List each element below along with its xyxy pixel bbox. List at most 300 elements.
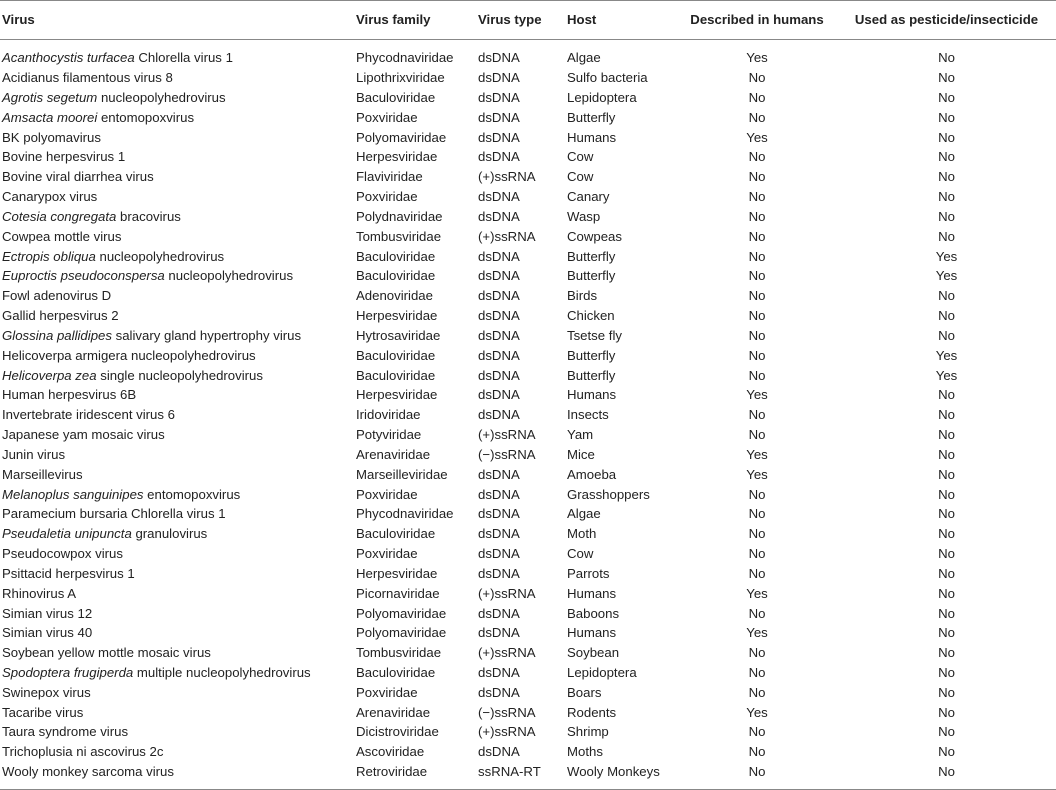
cell-virus-type: dsDNA [478,684,520,700]
virus-name-text: bracovirus [116,208,181,224]
table-row [0,544,1056,564]
cell-used-as-pesticide: No [938,446,955,462]
table-row [0,484,1056,504]
cell-used-as-pesticide: No [938,526,955,542]
cell-virus-family: Flaviviridae [356,169,423,185]
cell-virus-type: dsDNA [478,149,520,165]
cell-described-in-humans: No [748,327,766,343]
cell-used-as-pesticide: Yes [935,248,958,264]
virus-name-text: Canarypox virus [2,189,98,205]
table-row [0,365,1056,385]
cell-virus [0,88,356,108]
cell-described-in-humans: No [748,486,766,502]
virus-name-text: Helicoverpa armigera nucleopolyhedrovirus [2,347,256,363]
cell-virus [0,345,356,365]
virus-name-text: Junin virus [2,446,66,462]
table-row [0,286,1056,306]
virus-name-text: nucleopolyhedrovirus [97,89,226,105]
cell-virus [0,226,356,246]
table-row [0,663,1056,683]
cell-virus-family: Adenoviridae [356,288,433,304]
header-virus-family: Virus family [356,1,478,40]
cell-virus-type: dsDNA [478,407,520,423]
cell-virus-family: Herpesviridae [356,149,438,165]
cell-virus [0,683,356,703]
cell-virus [0,246,356,266]
cell-virus-family: Phycodnaviridae [356,50,454,66]
cell-described-in-humans: No [748,89,766,105]
virus-name-text: BK polyomavirus [2,129,101,145]
virus-name-text: Paramecium bursaria Chlorella virus 1 [2,506,226,522]
virus-name-text: Simian virus 12 [2,605,93,621]
virus-name-text: entomopoxvirus [97,109,195,125]
cell-used-as-pesticide: No [938,129,955,145]
cell-described-in-humans: Yes [746,466,768,482]
cell-used-as-pesticide: No [938,684,955,700]
cell-virus-family: Tombusviridae [356,645,442,661]
table-row [0,702,1056,722]
virus-name-text: granulovirus [131,526,208,542]
cell-described-in-humans: No [748,308,766,324]
cell-virus-family: Arenaviridae [356,446,431,462]
cell-virus [0,68,356,88]
cell-described-in-humans: No [748,288,766,304]
virus-name-text: Japanese yam mosaic virus [2,427,165,443]
table-row [0,107,1056,127]
cell-described-in-humans: No [748,546,766,562]
cell-virus [0,702,356,722]
cell-used-as-pesticide: No [938,70,955,86]
cell-used-as-pesticide: No [938,189,955,205]
table-row [0,445,1056,465]
virus-name-text: Tacaribe virus [2,704,84,720]
virus-name-text: multiple nucleopolyhedrovirus [133,664,311,680]
table-row [0,68,1056,88]
virus-name-text: Soybean yellow mottle mosaic virus [2,645,211,661]
cell-virus-type: dsDNA [478,327,520,343]
cell-virus-type: ssRNA-RT [478,762,567,789]
cell-virus [0,603,356,623]
cell-virus-family: Poxviridae [356,189,418,205]
cell-virus [0,306,356,326]
cell-virus [0,762,356,789]
cell-virus [0,643,356,663]
cell-host: Soybean [567,645,620,661]
cell-virus-type: dsDNA [478,109,520,125]
virus-name-text: Bovine herpesvirus 1 [2,149,126,165]
cell-host: Moth [567,526,597,542]
table-row [0,643,1056,663]
cell-used-as-pesticide: No [938,327,955,343]
cell-virus [0,524,356,544]
cell-virus-family: Herpesviridae [356,308,438,324]
cell-virus-family: Dicistroviridae [356,724,439,740]
cell-virus-family: Potyviridae [356,427,422,443]
cell-host: Humans [567,585,617,601]
cell-virus-type: (+)ssRNA [478,724,536,740]
cell-host: Humans [567,387,617,403]
cell-described-in-humans: Yes [746,704,768,720]
cell-virus [0,425,356,445]
cell-virus-family: Poxviridae [356,109,418,125]
virus-name-text: Trichoplusia ni ascovirus 2c [2,744,164,760]
cell-host: Chicken [567,308,615,324]
cell-host: Cow [567,149,594,165]
virus-species-italic: Helicoverpa zea [2,367,97,383]
cell-used-as-pesticide: No [938,149,955,165]
virus-species-italic: Cotesia congregata [2,208,117,224]
header-described-in-humans: Described in humans [677,1,837,40]
cell-used-as-pesticide: No [938,387,955,403]
cell-virus-family: Herpesviridae [356,387,438,403]
cell-virus [0,504,356,524]
cell-host: Butterfly [567,109,616,125]
cell-virus [0,187,356,207]
cell-host: Lepidoptera [567,664,637,680]
cell-host: Algae [567,50,601,66]
virus-name-text: Fowl adenovirus D [2,288,112,304]
cell-described-in-humans: No [748,565,766,581]
cell-host: Lepidoptera [567,89,637,105]
cell-host: Grasshoppers [567,486,650,502]
cell-host: Birds [567,288,598,304]
cell-virus [0,127,356,147]
cell-described-in-humans: No [748,605,766,621]
cell-virus [0,365,356,385]
cell-virus-family: Tombusviridae [356,228,442,244]
table-row [0,603,1056,623]
table-row [0,226,1056,246]
cell-virus [0,484,356,504]
cell-used-as-pesticide: No [938,228,955,244]
cell-used-as-pesticide: Yes [935,367,958,383]
cell-virus-type: dsDNA [478,526,520,542]
cell-virus-family: Phycodnaviridae [356,506,454,522]
cell-virus-family: Retroviridae [356,762,478,789]
cell-virus [0,722,356,742]
table-row [0,405,1056,425]
cell-described-in-humans: No [748,70,766,86]
cell-virus-type: (+)ssRNA [478,427,536,443]
cell-host: Wooly Monkeys [567,762,677,789]
cell-virus-family: Lipothrixviridae [356,70,445,86]
table-row [0,147,1056,167]
cell-virus-family: Poxviridae [356,546,418,562]
cell-described-in-humans: No [748,268,766,284]
cell-virus-family: Baculoviridae [356,268,436,284]
table-row [0,623,1056,643]
cell-used-as-pesticide: No [837,762,1056,789]
cell-virus [0,167,356,187]
cell-used-as-pesticide: No [938,208,955,224]
cell-virus [0,564,356,584]
cell-host: Shrimp [567,724,609,740]
virus-name-text: Taura syndrome virus [2,724,129,740]
virus-name-text: Rhinovirus A [2,585,77,601]
cell-virus-type: (+)ssRNA [478,645,536,661]
cell-virus-type: dsDNA [478,506,520,522]
virus-species-italic: Acanthocystis turfacea [2,50,135,66]
cell-virus-family: Arenaviridae [356,704,431,720]
cell-host: Humans [567,625,617,641]
header-virus: Virus [0,1,356,40]
cell-described-in-humans: No [748,724,766,740]
cell-used-as-pesticide: No [938,407,955,423]
cell-virus-type: dsDNA [478,486,520,502]
cell-host: Moths [567,744,603,760]
virus-name-text: Gallid herpesvirus 2 [2,308,119,324]
virus-name-text: nucleopolyhedrovirus [164,268,294,284]
header-host: Host [567,1,677,40]
cell-host: Butterfly [567,248,616,264]
cell-virus-type: dsDNA [478,546,520,562]
cell-virus-type: dsDNA [478,387,520,403]
table-row [0,207,1056,227]
cell-virus-family: Polyomaviridae [356,605,447,621]
cell-described-in-humans: Yes [746,585,768,601]
cell-virus [0,40,356,68]
header-row [0,1,1056,40]
cell-used-as-pesticide: No [938,89,955,105]
cell-virus [0,107,356,127]
cell-virus-family: Poxviridae [356,684,418,700]
cell-used-as-pesticide: No [938,546,955,562]
table-row [0,40,1056,68]
cell-virus-family: Baculoviridae [356,89,436,105]
table-row [0,564,1056,584]
virus-name-text: Human herpesvirus 6B [2,387,137,403]
cell-used-as-pesticide: Yes [935,268,958,284]
table-row [0,722,1056,742]
cell-host: Butterfly [567,268,616,284]
cell-virus-type: dsDNA [478,89,520,105]
cell-host: Cow [567,169,594,185]
virus-name-text: nucleopolyhedrovirus [95,248,225,264]
virus-name-text: single nucleopolyhedrovirus [96,367,263,383]
cell-described-in-humans: No [748,208,766,224]
virus-name-text: Wooly monkey sarcoma virus [2,764,174,780]
cell-host: Algae [567,506,601,522]
cell-used-as-pesticide: No [938,506,955,522]
table-row [0,385,1056,405]
cell-described-in-humans: No [748,109,766,125]
virus-name-text: Swinepox virus [2,684,91,700]
cell-virus [0,147,356,167]
table-header [0,1,1056,40]
cell-virus-type: (+)ssRNA [478,228,536,244]
cell-virus-family: Polyomaviridae [356,625,447,641]
cell-virus [0,583,356,603]
cell-virus [0,326,356,346]
table-row [0,306,1056,326]
table-row [0,583,1056,603]
cell-virus-family: Poxviridae [356,486,418,502]
virus-name-text: Acidianus filamentous virus 8 [2,70,173,86]
cell-described-in-humans: No [748,228,766,244]
cell-virus [0,464,356,484]
table-row [0,464,1056,484]
cell-used-as-pesticide: No [938,744,955,760]
cell-described-in-humans: No [748,189,766,205]
cell-virus [0,623,356,643]
cell-virus-family: Baculoviridae [356,526,436,542]
virus-species-italic: Melanoplus sanguinipes [2,486,144,502]
cell-host: Wasp [567,208,601,224]
cell-host: Cow [567,546,594,562]
cell-virus-type: dsDNA [478,208,520,224]
cell-host: Amoeba [567,466,617,482]
cell-host: Rodents [567,704,617,720]
virus-species-italic: Glossina pallidipes [2,327,112,343]
cell-described-in-humans: No [748,744,766,760]
cell-host: Butterfly [567,367,616,383]
cell-virus-type: dsDNA [478,50,520,66]
cell-host: Parrots [567,565,610,581]
cell-described-in-humans: No [677,762,837,789]
cell-virus-type: dsDNA [478,70,520,86]
cell-used-as-pesticide: No [938,308,955,324]
cell-virus-type: dsDNA [478,288,520,304]
table-row [0,246,1056,266]
cell-host: Mice [567,446,595,462]
table-row [0,187,1056,207]
cell-virus [0,266,356,286]
virus-species-italic: Amsacta moorei [2,109,98,125]
cell-host: Humans [567,129,617,145]
table-row [0,504,1056,524]
table-row [0,345,1056,365]
cell-virus [0,207,356,227]
cell-virus-type: dsDNA [478,664,520,680]
cell-virus-family: Iridoviridae [356,407,421,423]
cell-virus-family: Ascoviridae [356,744,425,760]
cell-used-as-pesticide: No [938,645,955,661]
cell-virus-family: Marseilleviridae [356,466,448,482]
cell-virus [0,742,356,762]
cell-virus [0,286,356,306]
cell-used-as-pesticide: No [938,664,955,680]
cell-described-in-humans: Yes [746,625,768,641]
cell-host: Insects [567,407,609,423]
cell-host: Cowpeas [567,228,622,244]
cell-used-as-pesticide: No [938,427,955,443]
virus-species-italic: Pseudaletia unipuncta [2,526,132,542]
cell-virus-family: Hytrosaviridae [356,327,441,343]
table-row [0,167,1056,187]
virus-name-text: Psittacid herpesvirus 1 [2,565,135,581]
cell-virus-family: Baculoviridae [356,248,436,264]
cell-described-in-humans: No [748,506,766,522]
table-row [0,88,1056,108]
cell-used-as-pesticide: No [938,585,955,601]
header-virus-type: Virus type [478,1,567,40]
cell-virus-type: dsDNA [478,605,520,621]
cell-described-in-humans: No [748,248,766,264]
cell-described-in-humans: No [748,407,766,423]
cell-virus-type: dsDNA [478,189,520,205]
cell-virus-family: Baculoviridae [356,367,436,383]
cell-virus-type: dsDNA [478,347,520,363]
cell-used-as-pesticide: No [938,625,955,641]
virus-name-text: Pseudocowpox virus [2,546,123,562]
table-row [0,326,1056,346]
cell-virus-type: (+)ssRNA [478,585,536,601]
cell-used-as-pesticide: No [938,565,955,581]
table-row [0,425,1056,445]
cell-described-in-humans: No [748,684,766,700]
cell-described-in-humans: No [748,664,766,680]
cell-described-in-humans: No [748,645,766,661]
cell-used-as-pesticide: No [938,724,955,740]
table-body [0,40,1056,790]
cell-virus-family: Baculoviridae [356,347,436,363]
cell-virus [0,663,356,683]
table-row [0,742,1056,762]
virus-name-text: Invertebrate iridescent virus 6 [2,407,175,423]
cell-virus-type: (−)ssRNA [478,446,536,462]
cell-used-as-pesticide: No [938,50,955,66]
virus-name-text: Bovine viral diarrhea virus [2,169,154,185]
cell-described-in-humans: No [748,367,766,383]
virus-name-text: Marseillevirus [2,466,83,482]
cell-virus-type: dsDNA [478,248,520,264]
cell-virus-family: Baculoviridae [356,664,436,680]
cell-described-in-humans: Yes [746,446,768,462]
virus-name-text: salivary gland hypertrophy virus [111,327,302,343]
cell-host: Baboons [567,605,620,621]
cell-host: Butterfly [567,347,616,363]
cell-virus [0,385,356,405]
cell-host: Tsetse fly [567,327,622,343]
cell-used-as-pesticide: No [938,704,955,720]
cell-described-in-humans: No [748,427,766,443]
cell-virus-type: (−)ssRNA [478,704,536,720]
cell-described-in-humans: Yes [746,129,768,145]
cell-virus-type: dsDNA [478,466,520,482]
cell-virus-type: dsDNA [478,625,520,641]
cell-described-in-humans: No [748,347,766,363]
cell-used-as-pesticide: No [938,109,955,125]
virus-name-text: Chlorella virus 1 [134,50,233,66]
cell-used-as-pesticide: No [938,486,955,502]
table-row [0,524,1056,544]
cell-virus-family: Polyomaviridae [356,129,447,145]
cell-host: Yam [567,427,594,443]
cell-virus [0,405,356,425]
cell-virus-family: Picornaviridae [356,585,440,601]
cell-host: Boars [567,684,602,700]
virus-species-italic: Euproctis pseudoconspersa [2,268,165,284]
table-row [0,266,1056,286]
cell-virus-type: dsDNA [478,129,520,145]
cell-virus-type: (+)ssRNA [478,169,536,185]
cell-host: Canary [567,189,610,205]
cell-virus [0,544,356,564]
cell-used-as-pesticide: No [938,605,955,621]
table-row [0,762,1056,789]
virus-species-italic: Agrotis segetum [2,89,98,105]
cell-used-as-pesticide: Yes [935,347,958,363]
cell-virus-type: dsDNA [478,308,520,324]
virus-name-text: entomopoxvirus [143,486,241,502]
cell-virus-type: dsDNA [478,744,520,760]
cell-virus [0,445,356,465]
cell-described-in-humans: No [748,149,766,165]
table-row [0,127,1056,147]
cell-described-in-humans: No [748,169,766,185]
cell-host: Sulfo bacteria [567,70,648,86]
cell-virus-family: Polydnaviridae [356,208,443,224]
